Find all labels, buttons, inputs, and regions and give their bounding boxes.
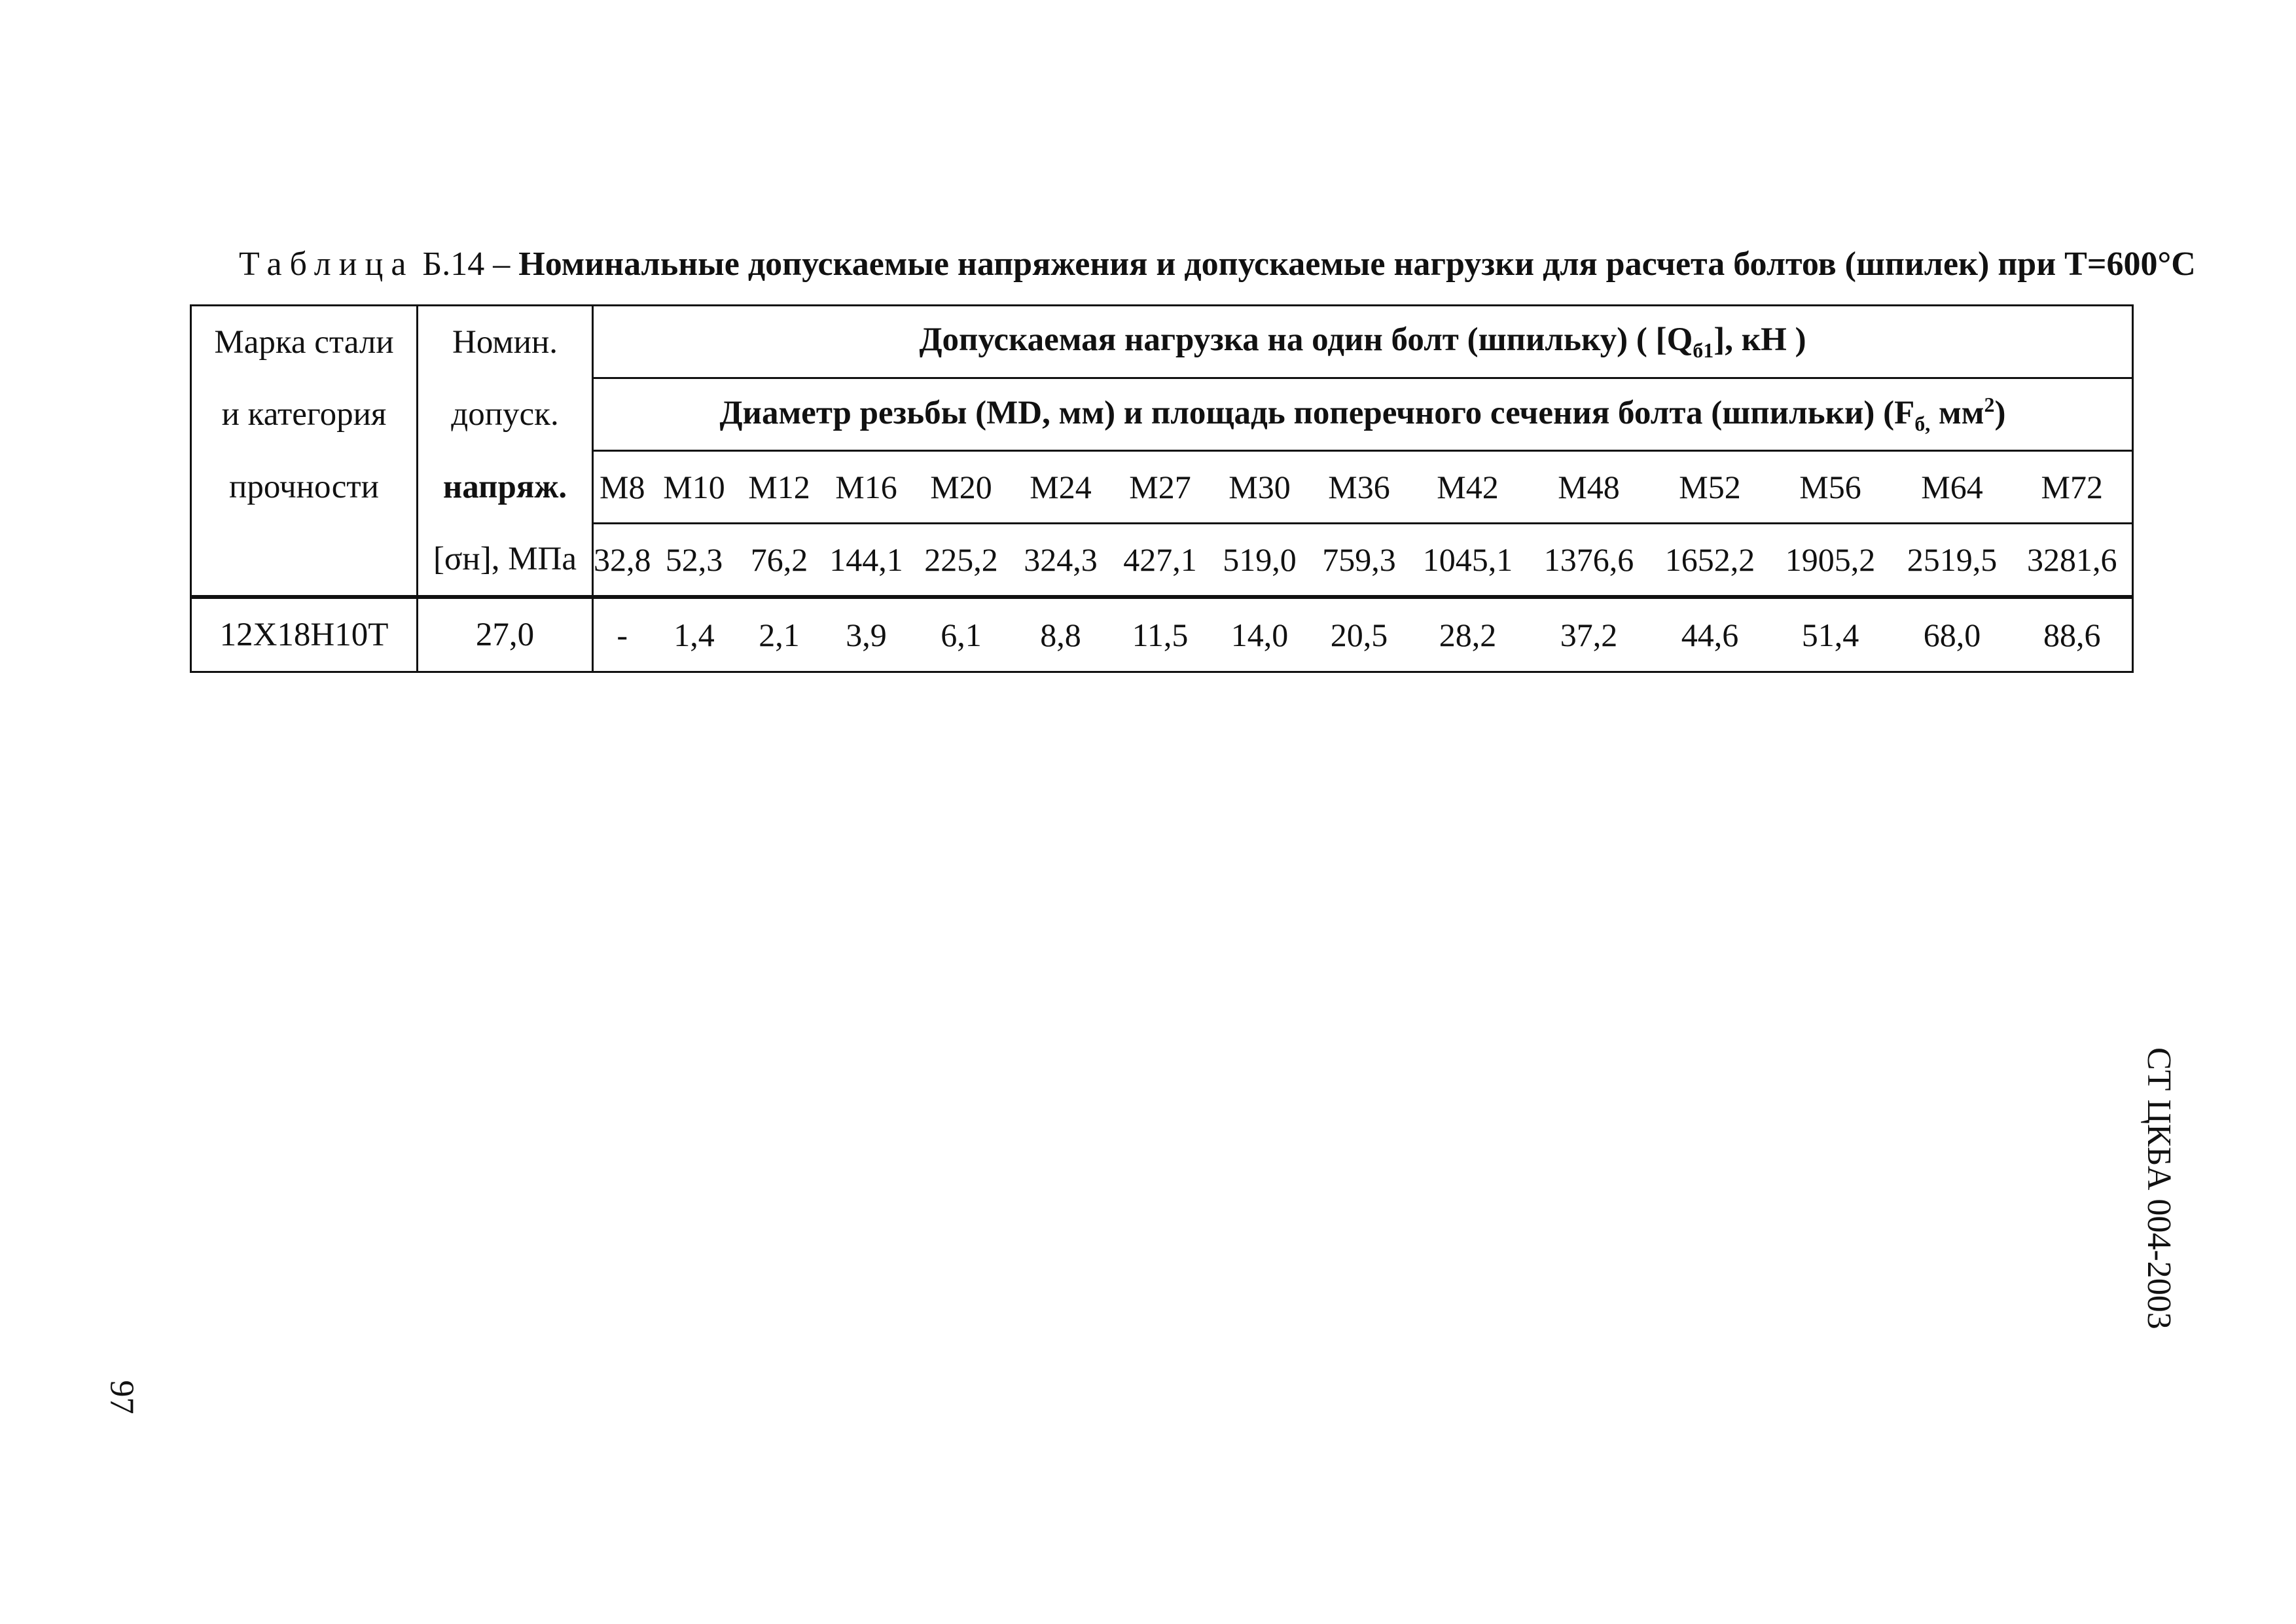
area-cell: 32,8: [593, 524, 651, 598]
area-cell: 144,1: [821, 524, 912, 598]
caption-number: Б.14 –: [422, 245, 511, 283]
load-cell: 51,4: [1769, 597, 1892, 672]
thread-size-cell: М10: [651, 451, 738, 524]
area-cell: 519,0: [1210, 524, 1310, 598]
area-cell: 324,3: [1011, 524, 1111, 598]
load-cell: 11,5: [1111, 597, 1210, 672]
thread-size-cell: М16: [821, 451, 912, 524]
load-cell: -: [593, 597, 651, 672]
area-cell: 427,1: [1111, 524, 1210, 598]
load-cell: 44,6: [1651, 597, 1769, 672]
thread-size-cell: М24: [1011, 451, 1111, 524]
load-cell: 6,1: [912, 597, 1011, 672]
thread-size-cell: М72: [2013, 451, 2133, 524]
stress-load-table: [190, 304, 2134, 673]
area-cell: 1905,2: [1769, 524, 1892, 598]
thread-size-cell: М52: [1651, 451, 1769, 524]
thread-size-cell: М8: [593, 451, 651, 524]
area-cell: 2519,5: [1892, 524, 2013, 598]
thread-size-cell: М20: [912, 451, 1011, 524]
load-cell: 37,2: [1527, 597, 1651, 672]
caption-title: Номинальные допускаемые напряжения и допускаемые нагрузки для расчета болтов (шпилек) при Т=600°С: [518, 245, 2196, 283]
thread-size-cell: М48: [1527, 451, 1651, 524]
load-cell: 28,2: [1409, 597, 1527, 672]
area-cell: 225,2: [912, 524, 1011, 598]
thread-size-cell: М42: [1409, 451, 1527, 524]
area-cell: 76,2: [738, 524, 821, 598]
thread-size-cell: М64: [1892, 451, 2013, 524]
thread-size-cell: М30: [1210, 451, 1310, 524]
load-cell: 8,8: [1011, 597, 1111, 672]
header-steel-line-3: прочности: [191, 451, 418, 524]
caption-label: Таблица: [239, 245, 414, 283]
cross-section-area-row: [191, 524, 2133, 598]
document-code: СТ ЦКБА 004-2003: [2140, 1047, 2178, 1329]
header-steel-line-2: и категория: [191, 378, 418, 451]
header-steel-line-1: Марка стали: [191, 306, 418, 378]
load-cell: 14,0: [1210, 597, 1310, 672]
header-stress-line-1: Номин.: [418, 306, 593, 378]
load-cell: 88,6: [2013, 597, 2133, 672]
area-cell: 1045,1: [1409, 524, 1527, 598]
load-cell: 1,4: [651, 597, 738, 672]
area-cell: 1376,6: [1527, 524, 1651, 598]
header-stress-line-3: напряж.: [418, 451, 593, 524]
load-cell: 68,0: [1892, 597, 2013, 672]
thread-size-cell: М36: [1310, 451, 1409, 524]
load-cell: 2,1: [738, 597, 821, 672]
area-cell: 52,3: [651, 524, 738, 598]
thread-size-row: [191, 451, 2133, 524]
area-cell: 3281,6: [2013, 524, 2133, 598]
header-stress-line-4: [σн], МПа: [418, 524, 593, 598]
diameter-header: Диаметр резьбы (MD, мм) и площадь поперечного сечения болта (шпильки) ($F_{б,}$ $мм^2$): [593, 378, 2133, 451]
thread-size-cell: М27: [1111, 451, 1210, 524]
nominal-stress-cell: 27,0: [418, 597, 593, 672]
table-row: [191, 597, 2133, 672]
header-stress-line-2: допуск.: [418, 378, 593, 451]
header-row-1: [191, 306, 2133, 378]
thread-size-cell: М56: [1769, 451, 1892, 524]
header-steel-blank: [191, 524, 418, 598]
load-cell: 20,5: [1310, 597, 1409, 672]
steel-grade-cell: 12Х18Н10Т: [191, 597, 418, 672]
header-row-2: [191, 378, 2133, 451]
table-caption: [239, 244, 2202, 285]
load-header: Допускаемая нагрузка на один болт (шпильку) ( $[Q_{б1}]$, кН ): [593, 306, 2133, 378]
area-cell: 1652,2: [1651, 524, 1769, 598]
load-cell: 3,9: [821, 597, 912, 672]
thread-size-cell: М12: [738, 451, 821, 524]
area-cell: 759,3: [1310, 524, 1409, 598]
page-number: 97: [103, 1380, 141, 1415]
